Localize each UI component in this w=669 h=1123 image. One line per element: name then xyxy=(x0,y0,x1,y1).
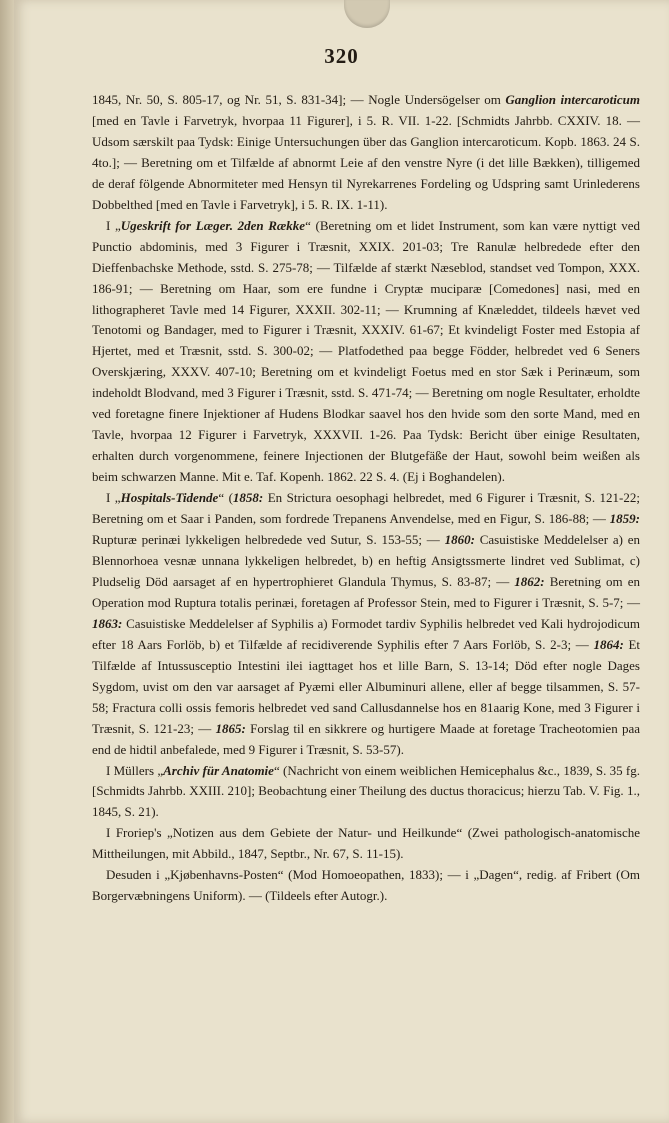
entry-text: “ (Nachricht von einem weiblichen Hemicephalus &c., 1839, S. 35 fg. [Schmidts Jahrbb. XXIII. 210]; Beobachtung einer Theilung des ductus thoracicus; hierzu Tab. V. Fig. 1., 1845, S. 21). xyxy=(92,762,640,820)
entry-text: “ ( xyxy=(218,490,233,506)
entry-text: “ (Beretning om et lidet Instrument, som kan være nyttigt ved Punctio abdominis, med 3 Figurer i Træsnit, XXIX. 201-03; Tre Ranulæ helbredede efter den Dieffenbachske Methode, sstd. S. 275-78; — Tilfælde af stærkt Næseblod, standset ved Tompon, XXX. 186-91; — Beretning om Haar, som ere fundne i Cryptæ muciparæ [Comedones] nasi, med en lithographeret Tavle med 14 Figurer, XXXII. 302-11; — Krumning af Knæleddet, tildeels hævet ved Tenotomi og Bandager, med to Figurer i Træsnit, XXXIV. 61-67; Et kvindeligt Foster med Estopia af Hjertet, med et Træsnit, sstd. S. 300-02; — Platfodethed paa begge Födder, helbredet ved 6 Seners Overskjæring, XXXV. 407-10; Beretning om et kvindeligt Foetus med en stor Sæk i Perinæum, som indeholdt Blodvand, med 3 Figurer i Træsnit, sstd. S. 471-74; — Beretning om nogle Resultater, erholdte ved foretagne finere Injektioner af Hudens Blodkar saavel hos den hvide som den sorte Mand, med en Tavle, hvorpaa 12 Figurer i Farvetryk, XXXVII. 1-26. Paa Tydsk: Bericht über einige Resultaten, erhalten durch vorgenommene, feinere Injectionen der Blutgefäße der Haut, sowohl beim weißen als beim schwarzen Manne. Mit e. Taf. Kopenh. 1862. 22 S. 4. (Ej i Boghandelen). xyxy=(92,217,640,485)
page-number: 320 xyxy=(324,44,359,68)
bibliography-entry xyxy=(92,823,640,865)
bibliography-entry xyxy=(92,90,640,216)
entry-text: Rupturæ perinæi lykkeligen helbredede ved Sutur, S. 153-55; — xyxy=(92,532,445,548)
bibliography-text xyxy=(92,90,640,907)
emphasized-text: Ganglion intercaroticum xyxy=(505,92,640,107)
page-tear xyxy=(344,0,390,28)
bibliography-entry xyxy=(92,216,640,488)
book-spine xyxy=(0,0,14,1123)
entry-text: I „ xyxy=(106,490,121,506)
entry-text: Et Tilfælde af Intussusceptio Intestini ilei iagttaget hos et lille Barn, S. 13-14; Död efter nogle Dages Sygdom, uvist om den var aarsaget af Pyæmi eller Albuminuri allene, eller af begge tilsammen, S. 57-58; Fractura colli ossis femoris helbredet ved sand Callusdannelse hos en 81aarig Kone, med 3 Figurer i Træsnit, S. 121-23; — xyxy=(92,636,641,736)
entry-text: [med en Tavle i Farvetryk, hvorpaa 11 Figurer], i 5. R. VII. 1-22. [Schmidts Jahrbb. CXXIV. 18. — Udsom særskilt paa Tydsk: Einige Untersuchungen über das Ganglion intercaroticum. Kopb. 1863. 24 S. 4to.]; — Beretning om et Tilfælde af abnormt Leie af den venstre Nyre (i det lille Bækken), tilligemed de deraf fölgende Abnormiteter med Hensyn til Nyrekarrenes Fordeling og Udspring samt Urinlederens Dobbelthed [med en Tavle i Farvetryk], i 5. R. IX. 1-11). xyxy=(92,112,640,212)
entry-text: I Froriep's „Notizen aus dem Gebiete der Natur- und Heilkunde“ (Zwei pathologisch-anatomische Mittheilungen, mit Abbild., 1847, Septbr., Nr. 67, S. 11-15). xyxy=(92,825,640,862)
emphasized-text: Archiv für Anatomie xyxy=(163,762,274,778)
entry-text: Casuistiske Meddelelser af Syphilis a) Formodet tardiv Syphilis helbredet ved Kali hydrojodicum efter 18 Aars Forlöb, b) et Tilfælde af recidiverende Syphilis efter 7 Aars Forlöb, S. 2-3; — xyxy=(92,615,640,652)
bibliography-entry xyxy=(92,761,640,824)
entry-text: Desuden i „Kjøbenhavns-Posten“ (Mod Homoeopathen, 1833); — i „Dagen“, redig. af Fribert (Om Borgervæbningens Uniform). — (Tildeels efter Autogr.). xyxy=(92,867,640,904)
emphasized-text: 1863: xyxy=(92,615,123,631)
entry-text: En Strictura oesophagi helbredet, med 6 Figurer i Træsnit, S. 121-22; Beretning om et Saar i Panden, som fordrede Trepanens Anvendelse, med en Figur, S. 186-88; — xyxy=(92,490,640,527)
emphasized-text: 1864: xyxy=(593,636,624,652)
emphasized-text: Ugeskrift for Læger. 2den Række xyxy=(120,217,306,233)
emphasized-text: 1862: xyxy=(514,573,545,589)
emphasized-text: Hospitals-Tidende xyxy=(120,490,219,506)
emphasized-text: 1860: xyxy=(444,532,475,548)
entry-text: 1845, Nr. 50, S. 805-17, og Nr. 51, S. 831-34]; — Nogle Undersögelser om xyxy=(92,92,506,107)
entry-text: Beretning om en Operation mod Ruptura totalis perinæi, foretagen af Professor Stein, med to Figurer i Træsnit, S. 5-7; — xyxy=(92,573,640,610)
entry-text: I Müllers „ xyxy=(106,762,164,778)
emphasized-text: 1858: xyxy=(232,490,264,506)
entry-text: Forslag til en sikkrere og hurtigere Maade at foretage Tracheotomien paa end de hidtil anbefalede, med 9 Figurer i Træsnit, S. 53-57). xyxy=(92,720,641,757)
entry-text: I „ xyxy=(106,217,121,233)
bibliography-entry xyxy=(92,488,640,760)
entry-text: Casuistiske Meddelelser a) en Blennorhoea vesnæ unnana lykkeligen helbredet, b) en heftig Ansigtssmerte lindret ved Sublimat, c) Pludselig Död aarsaget af en hypertrophieret Glandula Thymus, S. 83-87; — xyxy=(92,532,641,589)
emphasized-text: 1859: xyxy=(609,511,640,527)
bibliography-entry xyxy=(92,865,640,907)
emphasized-text: 1865: xyxy=(215,720,246,736)
